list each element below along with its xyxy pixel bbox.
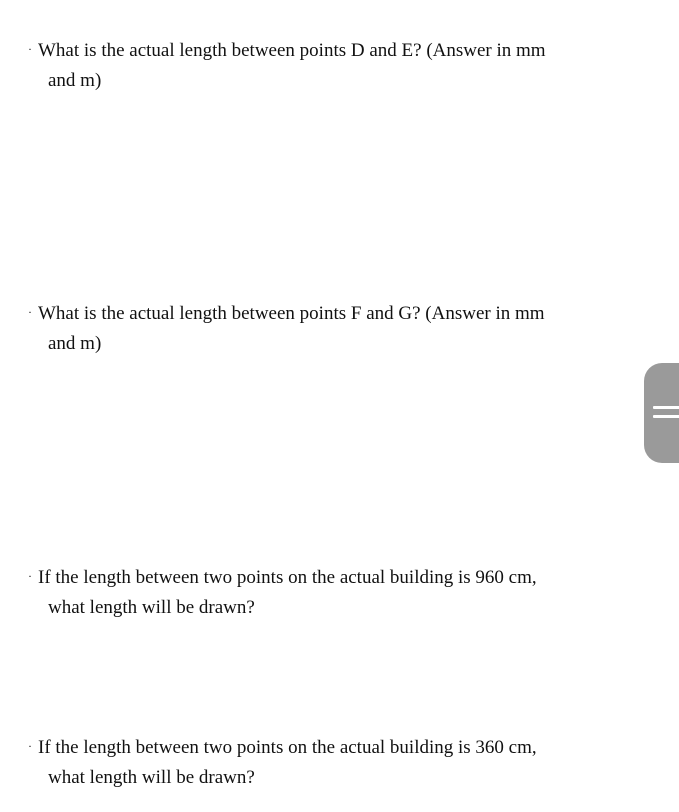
question-line [28, 34, 588, 66]
question-360cm [28, 731, 588, 793]
bullet: · [28, 739, 32, 753]
side-panel-handle[interactable] [644, 363, 679, 463]
question-text-continued: and m) [48, 70, 102, 91]
question-text: If the length between two points on the actual building is 960 cm, [38, 567, 537, 588]
question-text: What is the actual length between points D and E? (Answer in mm [38, 40, 546, 61]
handle-bar-bottom [653, 415, 679, 418]
question-line [28, 561, 588, 593]
bullet: · [28, 305, 32, 319]
bullet: · [28, 42, 32, 56]
question-line [28, 297, 588, 329]
question-text: What is the actual length between points F and G? (Answer in mm [38, 303, 545, 324]
question-960cm [28, 561, 588, 623]
handle-bar-top [653, 406, 679, 409]
question-text: If the length between two points on the actual building is 360 cm, [38, 737, 537, 758]
question-text-continued: what length will be drawn? [48, 597, 255, 618]
question-de [28, 34, 588, 96]
question-text-continued: and m) [48, 333, 102, 354]
question-line [28, 731, 588, 763]
question-text-continued: what length will be drawn? [48, 767, 255, 788]
bullet: · [28, 569, 32, 583]
question-fg [28, 297, 588, 359]
